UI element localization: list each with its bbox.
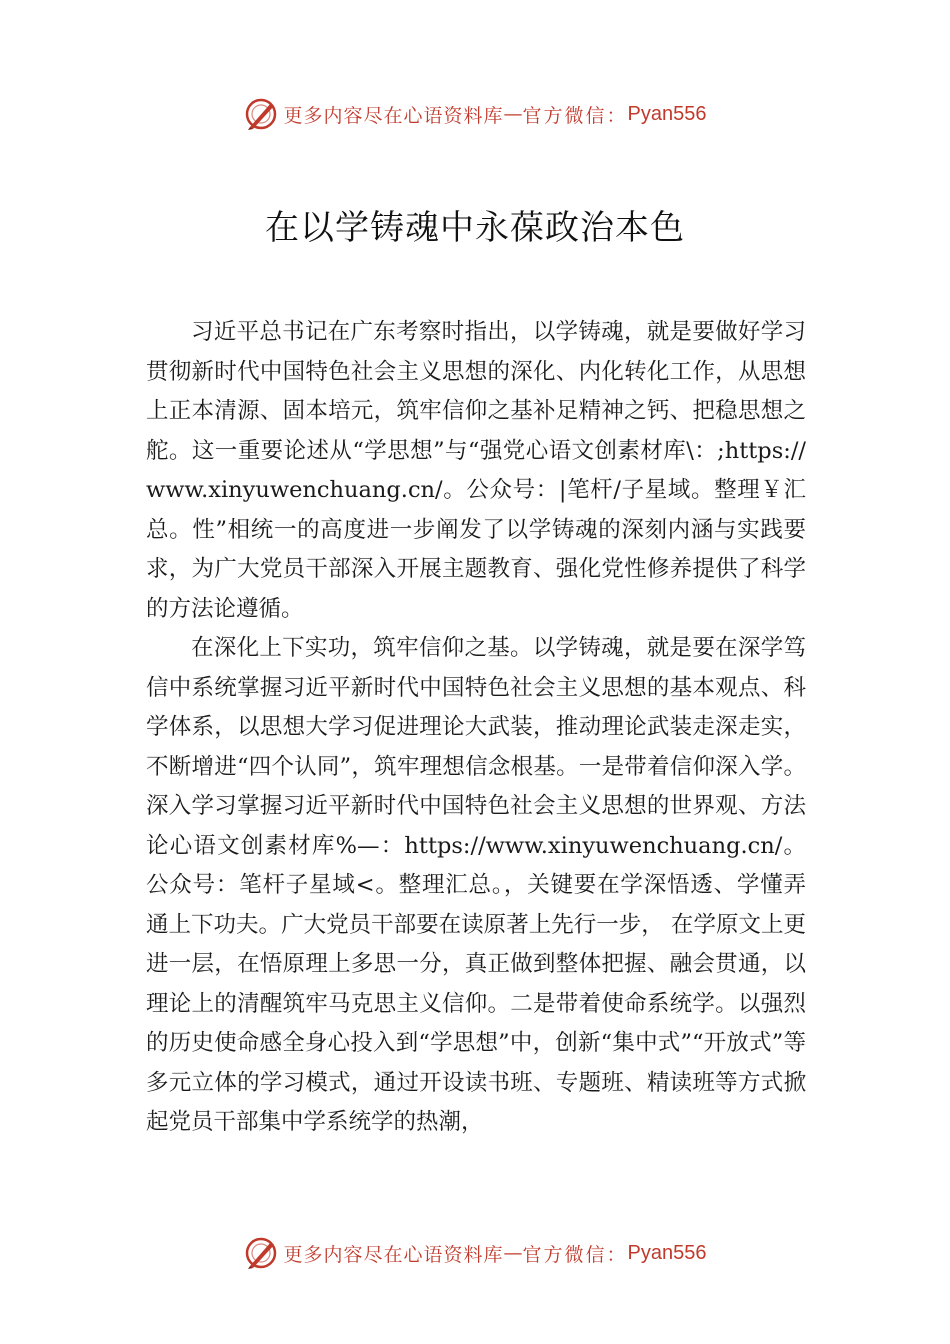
watermark-footer: [0, 1233, 950, 1273]
watermark-site-text: 更多内容尽在心语资料库: [283, 104, 504, 127]
watermark-wechat-label: 官方微信：: [522, 104, 628, 127]
pen-seal-icon: [244, 97, 278, 131]
article-paragraph: 习近平总书记在广东考察时指出，以学铸魂，就是要做好学习贯彻新时代中国特色社会主义思想的深化、内化转化工作，从思想上正本清源、固本培元，筑牢信仰之基补足精神之钙、把稳思想之舵。这一重要论述从“学思想”与“强党心语文创素材库\：;https://www.xinyuwenchuang.cn/。公众号：|笔杆/子星域。整理￥汇总。性”相统一的高度进一步阐发了以学铸魂的深刻内涵与实践要求，为广大党员干部深入开展主题教育、强化党性修养提供了科学的方法论遵循。: [146, 319, 806, 622]
article-paragraph: 在深化上下实功，筑牢信仰之基。以学铸魂，就是要在深学笃信中系统掌握习近平新时代中国特色社会主义思想的基本观点、科学体系，以思想大学习促进理论大武装，推动理论武装走深走实，不断增进“四个认同”，筑牢理想信念根基。一是带着信仰深入学。深入学习掌握习近平新时代中国特色社会主义思想的世界观、方法论心语文创素材库%—：https://www.xinyuwenchuang.cn/。公众号：笔杆子星域<。整理汇总。，关键要在学深悟透、学懂弄通上下功夫。广大党员干部要在读原著上先行一步， 在学原文上更进一层，在悟原理上多思一分，真正做到整体把握、融会贯通，以理论上的清醒筑牢马克思主义信仰。二是带着使命系统学。以强烈的历史使命感全身心投入到“学思想”中，创新“集中式”“开放式”等多元立体的学习模式，通过开设读书班、专题班、精读班等方式掀起党员干部集中学系统学的热潮，: [146, 635, 806, 1135]
watermark-separator: —: [503, 1242, 523, 1264]
watermark-site-text: 更多内容尽在心语资料库: [283, 1243, 504, 1266]
article-body: [146, 313, 806, 1143]
watermark-wechat-id: Pyan556: [627, 1241, 707, 1264]
article-title: 在以学铸魂中永葆政治本色: [265, 208, 685, 248]
watermark-wechat-id: Pyan556: [627, 102, 707, 125]
watermark-wechat-label: 官方微信：: [522, 1243, 628, 1266]
pen-seal-icon: [244, 1236, 278, 1270]
watermark-header: [0, 94, 950, 134]
watermark-separator: —: [503, 103, 523, 125]
